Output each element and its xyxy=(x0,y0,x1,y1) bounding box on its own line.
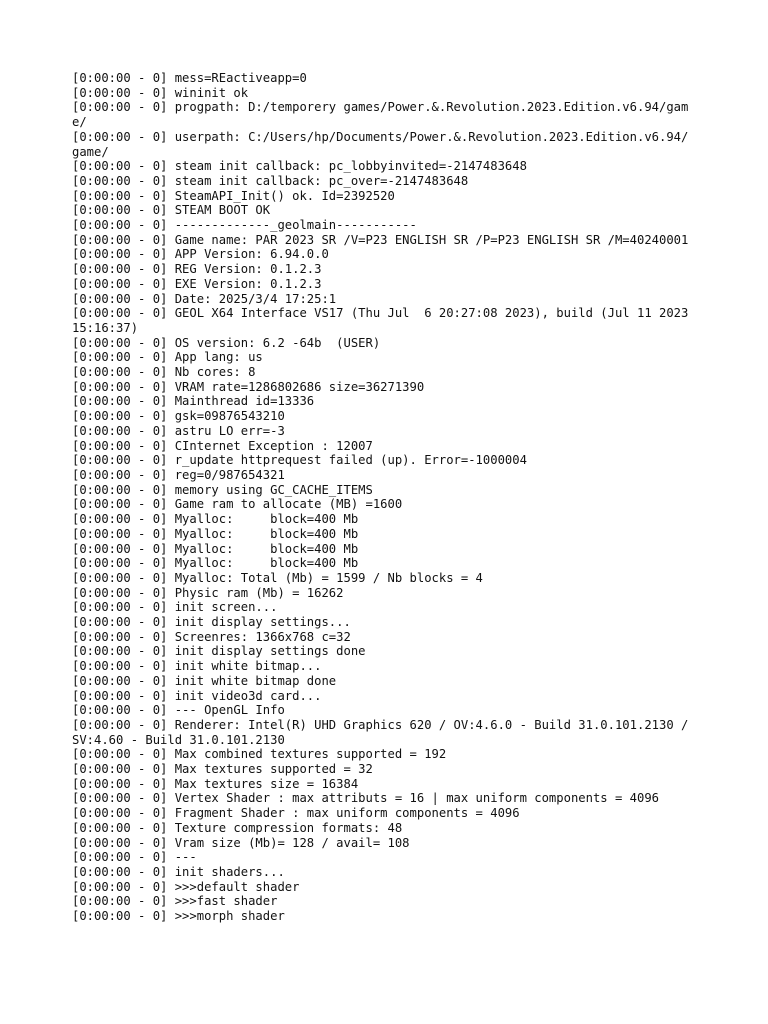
log-line: [0:00:00 - 0] gsk=09876543210 xyxy=(72,409,285,424)
log-line: [0:00:00 - 0] SteamAPI_Init() ok. Id=2392520 xyxy=(72,188,395,203)
log-line: [0:00:00 - 0] OS version: 6.2 -64b (USER) xyxy=(72,335,381,350)
log-line: [0:00:00 - 0] >>>default shader xyxy=(72,879,300,894)
log-line: [0:00:00 - 0] Myalloc: block=400 Mb xyxy=(72,526,359,541)
log-line: [0:00:00 - 0] VRAM rate=1286802686 size=36271390 xyxy=(72,379,425,394)
log-line: [0:00:00 - 0] Physic ram (Mb) = 16262 xyxy=(72,585,344,600)
log-line: [0:00:00 - 0] App lang: us xyxy=(72,350,263,365)
log-line: [0:00:00 - 0] --- OpenGL Info xyxy=(72,703,285,718)
log-line: [0:00:00 - 0] Myalloc: block=400 Mb xyxy=(72,541,359,556)
log-line: [0:00:00 - 0] STEAM BOOT OK xyxy=(72,203,271,218)
document-page xyxy=(72,71,696,924)
log-line: [0:00:00 - 0] Game name: PAR 2023 SR /V=P23 ENGLISH SR /P=P23 ENGLISH SR /M=40240001 xyxy=(72,232,689,247)
log-line: [0:00:00 - 0] Max textures size = 16384 xyxy=(72,776,359,791)
log-line: [0:00:00 - 0] mess=REactiveapp=0 xyxy=(72,71,307,85)
log-line: [0:00:00 - 0] Myalloc: block=400 Mb xyxy=(72,512,359,527)
log-line: [0:00:00 - 0] Vertex Shader : max attributs = 16 | max uniform components = 4096 xyxy=(72,791,659,806)
log-line: [0:00:00 - 0] Screenres: 1366x768 c=32 xyxy=(72,629,351,644)
log-line: [0:00:00 - 0] progpath: D:/temporery games/Power.&.Revolution.2023.Edition.v6.94/game/ xyxy=(72,100,689,130)
log-line: [0:00:00 - 0] Vram size (Mb)= 128 / avail= 108 xyxy=(72,835,410,850)
log-line: [0:00:00 - 0] Game ram to allocate (MB) =1600 xyxy=(72,497,403,512)
log-line: [0:00:00 - 0] Max textures supported = 32 xyxy=(72,762,373,777)
log-line: [0:00:00 - 0] init screen... xyxy=(72,600,278,615)
log-line: [0:00:00 - 0] Date: 2025/3/4 17:25:1 xyxy=(72,291,337,306)
log-line: [0:00:00 - 0] CInternet Exception : 12007 xyxy=(72,438,373,453)
log-line: [0:00:00 - 0] Fragment Shader : max uniform components = 4096 xyxy=(72,806,520,821)
log-line: [0:00:00 - 0] init white bitmap done xyxy=(72,673,337,688)
log-line: [0:00:00 - 0] GEOL X64 Interface VS17 (Thu Jul 6 20:27:08 2023), build (Jul 11 2023 15:16:37) xyxy=(72,306,696,335)
log-text xyxy=(72,71,696,924)
log-line: [0:00:00 - 0] REG Version: 0.1.2.3 xyxy=(72,262,322,277)
log-line: [0:00:00 - 0] Nb cores: 8 xyxy=(72,365,256,380)
log-line: [0:00:00 - 0] Myalloc: block=400 Mb xyxy=(72,556,359,571)
log-line: [0:00:00 - 0] init display settings... xyxy=(72,615,351,630)
log-line: [0:00:00 - 0] -------------_geolmain----------- xyxy=(72,218,417,233)
log-line: [0:00:00 - 0] wininit ok xyxy=(72,85,249,100)
log-line: [0:00:00 - 0] Texture compression formats: 48 xyxy=(72,820,403,835)
log-line: [0:00:00 - 0] --- xyxy=(72,850,197,865)
log-line: [0:00:00 - 0] Renderer: Intel(R) UHD Graphics 620 / OV:4.6.0 - Build 31.0.101.2130 / SV:4.60 - Build 31.0.101.2130 xyxy=(72,717,696,747)
log-line: [0:00:00 - 0] memory using GC_CACHE_ITEMS xyxy=(72,482,373,497)
log-line: [0:00:00 - 0] steam init callback: pc_over=-2147483648 xyxy=(72,173,469,188)
log-line: [0:00:00 - 0] steam init callback: pc_lobbyinvited=-2147483648 xyxy=(72,159,527,174)
log-line: [0:00:00 - 0] r_update httprequest failed (up). Error=-1000004 xyxy=(72,453,527,468)
log-line: [0:00:00 - 0] reg=0/987654321 xyxy=(72,467,285,482)
log-line: [0:00:00 - 0] init display settings done xyxy=(72,644,366,659)
log-line: [0:00:00 - 0] EXE Version: 0.1.2.3 xyxy=(72,276,322,291)
log-line: [0:00:00 - 0] APP Version: 6.94.0.0 xyxy=(72,247,329,262)
log-line: [0:00:00 - 0] userpath: C:/Users/hp/Documents/Power.&.Revolution.2023.Edition.v6.94/game/ xyxy=(72,129,689,159)
log-line: [0:00:00 - 0] Max combined textures supported = 192 xyxy=(72,747,447,762)
log-line: [0:00:00 - 0] >>>fast shader xyxy=(72,894,278,909)
log-line: [0:00:00 - 0] Mainthread id=13336 xyxy=(72,394,315,409)
log-line: [0:00:00 - 0] Myalloc: Total (Mb) = 1599 / Nb blocks = 4 xyxy=(72,570,483,585)
log-line: [0:00:00 - 0] >>>morph shader xyxy=(72,909,285,924)
log-line: [0:00:00 - 0] init video3d card... xyxy=(72,688,322,703)
log-line: [0:00:00 - 0] init white bitmap... xyxy=(72,659,322,674)
log-line: [0:00:00 - 0] astru LO err=-3 xyxy=(72,423,285,438)
log-line: [0:00:00 - 0] init shaders... xyxy=(72,864,285,879)
